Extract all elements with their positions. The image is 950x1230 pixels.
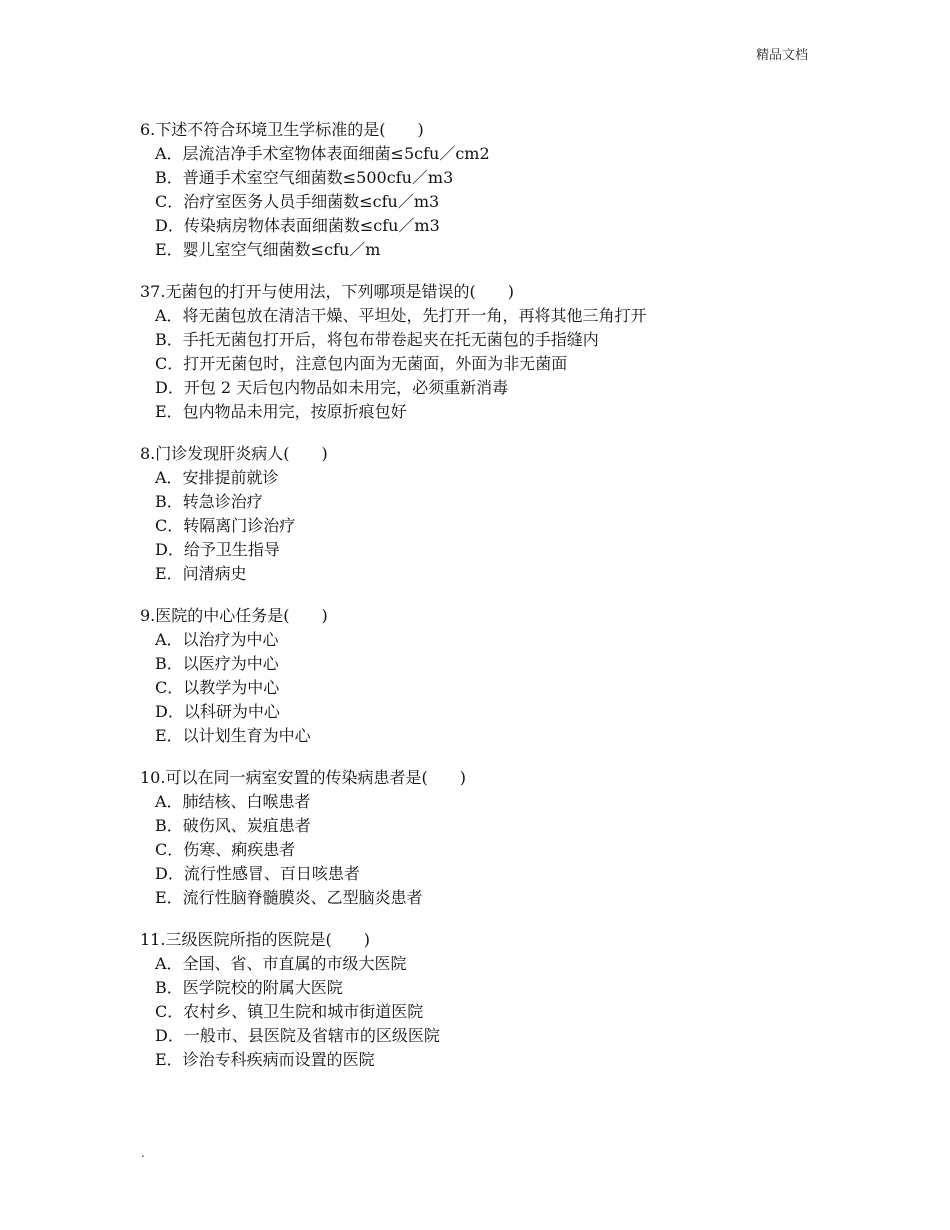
question-stem: 8.门诊发现肝炎病人( ) — [140, 444, 328, 463]
option-b: B．破伤风、炭疽患者 — [155, 816, 311, 835]
page-header-mark: 精品文档 — [756, 48, 809, 63]
option-d: D．开包 2 天后包内物品如未用完，必须重新消毒 — [155, 378, 509, 397]
option-e: E．包内物品未用完，按原折痕包好 — [155, 402, 407, 421]
option-b: B．手托无菌包打开后，将包布带卷起夹在托无菌包的手指缝内 — [155, 330, 599, 349]
option-a: A．将无菌包放在清洁干燥、平坦处，先打开一角，再将其他三角打开 — [155, 306, 647, 325]
option-b: B．以医疗为中心 — [155, 654, 279, 673]
option-c: C．以教学为中心 — [155, 678, 280, 697]
question-37 — [140, 280, 840, 424]
option-b: B．转急诊治疗 — [155, 492, 263, 511]
option-b: B．医学院校的附属大医院 — [155, 978, 343, 997]
option-d: D．一般市、县医院及省辖市的区级医院 — [155, 1026, 440, 1045]
option-e: E．婴儿室空气细菌数≤cfu／m — [155, 240, 381, 259]
question-list — [140, 118, 840, 1090]
option-a: A．肺结核、白喉患者 — [155, 792, 311, 811]
option-d: D．传染病房物体表面细菌数≤cfu／m3 — [155, 216, 440, 235]
question-9 — [140, 604, 840, 748]
option-d: D．给予卫生指导 — [155, 540, 280, 559]
option-d: D．以科研为中心 — [155, 702, 280, 721]
option-c: C．伤寒、痢疾患者 — [155, 840, 296, 859]
option-c: C．农村乡、镇卫生院和城市街道医院 — [155, 1002, 424, 1021]
question-6 — [140, 118, 840, 262]
question-stem: 9.医院的中心任务是( ) — [140, 606, 328, 625]
option-e: E．流行性脑脊髓膜炎、乙型脑炎患者 — [155, 888, 423, 907]
question-8 — [140, 442, 840, 586]
question-stem: 11.三级医院所指的医院是( ) — [140, 930, 370, 949]
option-c: C．治疗室医务人员手细菌数≤cfu／m3 — [155, 192, 440, 211]
option-e: E．问清病史 — [155, 564, 247, 583]
question-10 — [140, 766, 840, 910]
option-a: A．层流洁净手术室物体表面细菌≤5cfu／cm2 — [155, 144, 490, 163]
option-a: A．安排提前就诊 — [155, 468, 279, 487]
question-stem: 10.可以在同一病室安置的传染病患者是( ) — [140, 768, 466, 787]
option-c: C．打开无菌包时，注意包内面为无菌面，外面为非无菌面 — [155, 354, 568, 373]
option-a: A．以治疗为中心 — [155, 630, 279, 649]
question-11 — [140, 928, 840, 1072]
question-stem: 6.下述不符合环境卫生学标准的是( ) — [140, 120, 424, 139]
page-footer-mark: . — [141, 1146, 145, 1160]
question-stem: 37.无菌包的打开与使用法，下列哪项是错误的( ) — [140, 282, 514, 301]
option-a: A．全国、省、市直属的市级大医院 — [155, 954, 407, 973]
option-b: B．普通手术室空气细菌数≤500cfu／m3 — [155, 168, 454, 187]
option-e: E．诊治专科疾病而设置的医院 — [155, 1050, 375, 1069]
option-e: E．以计划生育为中心 — [155, 726, 311, 745]
option-d: D．流行性感冒、百日咳患者 — [155, 864, 360, 883]
option-c: C．转隔离门诊治疗 — [155, 516, 296, 535]
